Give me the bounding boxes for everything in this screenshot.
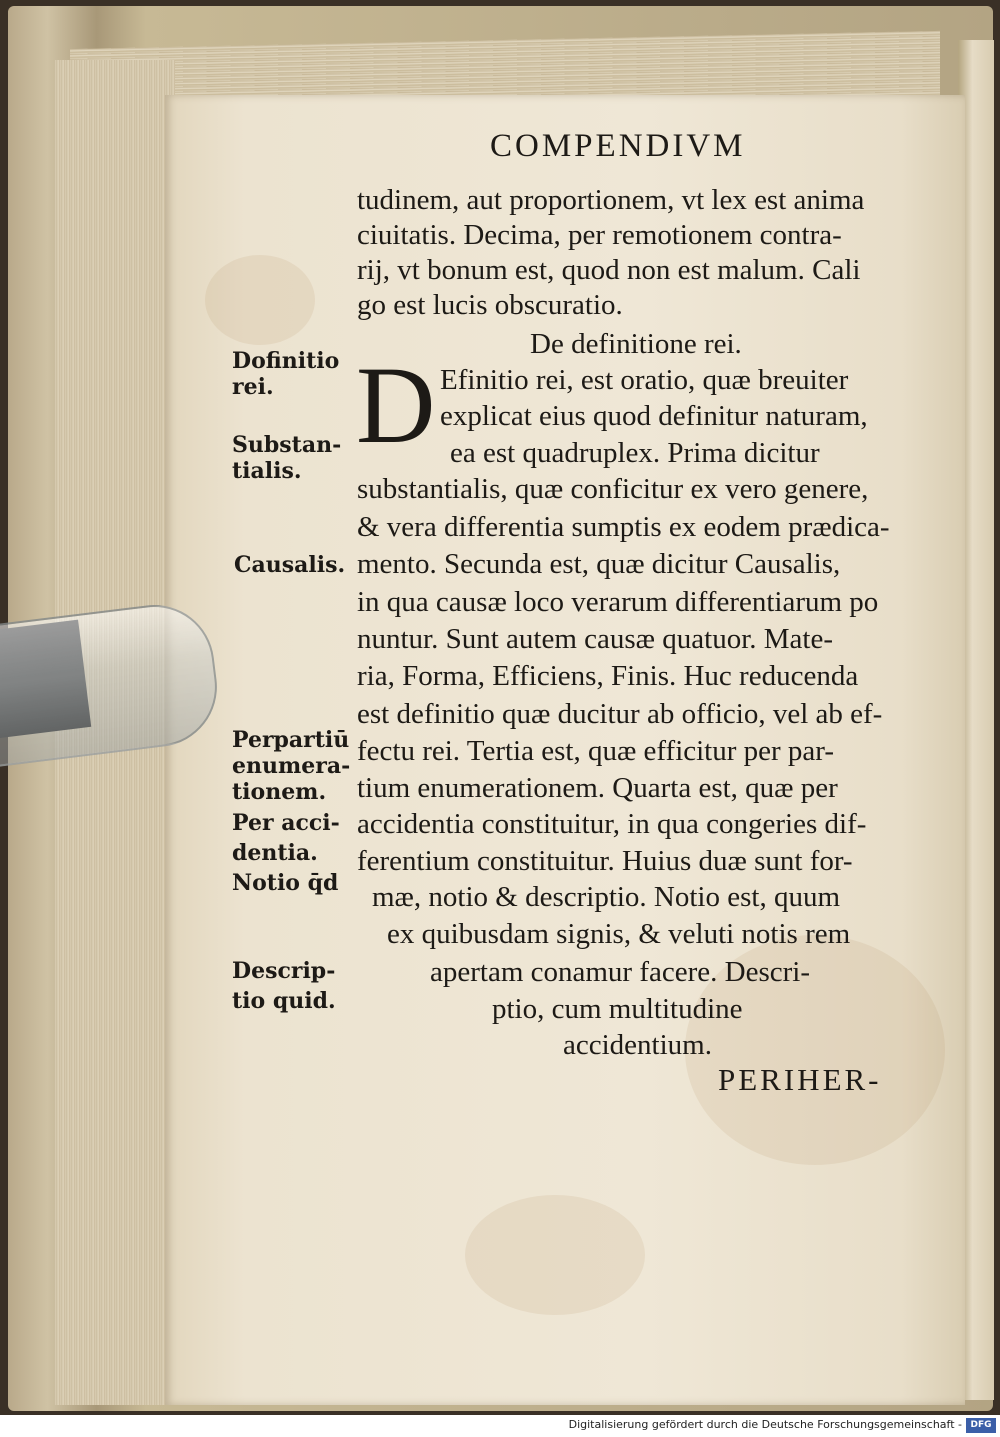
marginal-note: Causalis. <box>234 552 346 578</box>
body-line: ciuitatis. Decima, per remotionem contra- <box>357 219 842 251</box>
body-line: accidentium. <box>563 1029 712 1061</box>
body-line: in qua causæ loco verarum differentiarum po <box>357 586 879 618</box>
marginal-note: Per acci- <box>232 810 340 836</box>
body-line: substantialis, quæ conficitur ex vero genere, <box>357 473 869 505</box>
foxing-spot <box>205 255 315 345</box>
dfg-logo: DFG <box>966 1418 996 1433</box>
body-line: ferentium constituitur. Huius duæ sunt for- <box>357 845 853 877</box>
running-head: COMPENDIVM <box>490 128 746 164</box>
funding-credit: Digitalisierung gefördert durch die Deutsche Forschungsgemeinschaft - <box>568 1418 962 1431</box>
body-line: ea est quadruplex. Prima dicitur <box>450 437 820 469</box>
body-line: ex quibusdam signis, & veluti notis rem <box>387 918 851 950</box>
marginal-note: Descrip- <box>232 958 336 984</box>
body-line: & vera differentia sumptis ex eodem prædica- <box>357 511 890 543</box>
footer-bar <box>0 1415 1000 1437</box>
body-line: nuntur. Sunt autem causæ quatuor. Mate- <box>357 623 834 655</box>
body-line: fectu rei. Tertia est, quæ efficitur per par- <box>357 735 835 767</box>
body-line: rij, vt bonum est, quod non est malum. Cali <box>357 254 861 286</box>
marginal-note: Substan- <box>232 432 342 458</box>
marginal-note: enumera- <box>232 753 351 779</box>
body-line: explicat eius quod definitur naturam, <box>440 400 868 432</box>
marginal-note: dentia. <box>232 840 318 866</box>
body-line: accidentia constituitur, in qua congeries dif- <box>357 808 867 840</box>
body-line: apertam conamur facere. Descri- <box>430 956 810 988</box>
body-line: est definitio quæ ducitur ab officio, vel ab ef- <box>357 698 883 730</box>
marginal-note: Perpartiū <box>232 727 350 753</box>
marginal-note: Dofinitio <box>232 348 340 374</box>
body-line: tudinem, aut proportionem, vt lex est anima <box>357 184 865 216</box>
section-heading: De definitione rei. <box>530 328 742 360</box>
catchword: PERIHER- <box>718 1062 882 1097</box>
marginal-note: tialis. <box>232 458 302 484</box>
foxing-spot <box>465 1195 645 1315</box>
body-line: mento. Secunda est, quæ dicitur Causalis, <box>357 548 841 580</box>
marginal-note: tionem. <box>232 779 327 805</box>
body-line: Efinitio rei, est oratio, quæ breuiter <box>440 364 849 396</box>
body-line: mæ, notio & descriptio. Notio est, quum <box>372 881 841 913</box>
body-line: ptio, cum multitudine <box>492 993 743 1025</box>
body-line: ria, Forma, Efficiens, Finis. Huc reducenda <box>357 660 859 692</box>
body-line: tium enumerationem. Quarta est, quæ per <box>357 772 838 804</box>
marginal-note: rei. <box>232 374 274 400</box>
marginal-note: Notio q̄d <box>232 870 339 896</box>
body-line: go est lucis obscuratio. <box>357 289 623 321</box>
drop-cap: D <box>356 344 436 466</box>
marginal-note: tio quid. <box>232 988 336 1014</box>
